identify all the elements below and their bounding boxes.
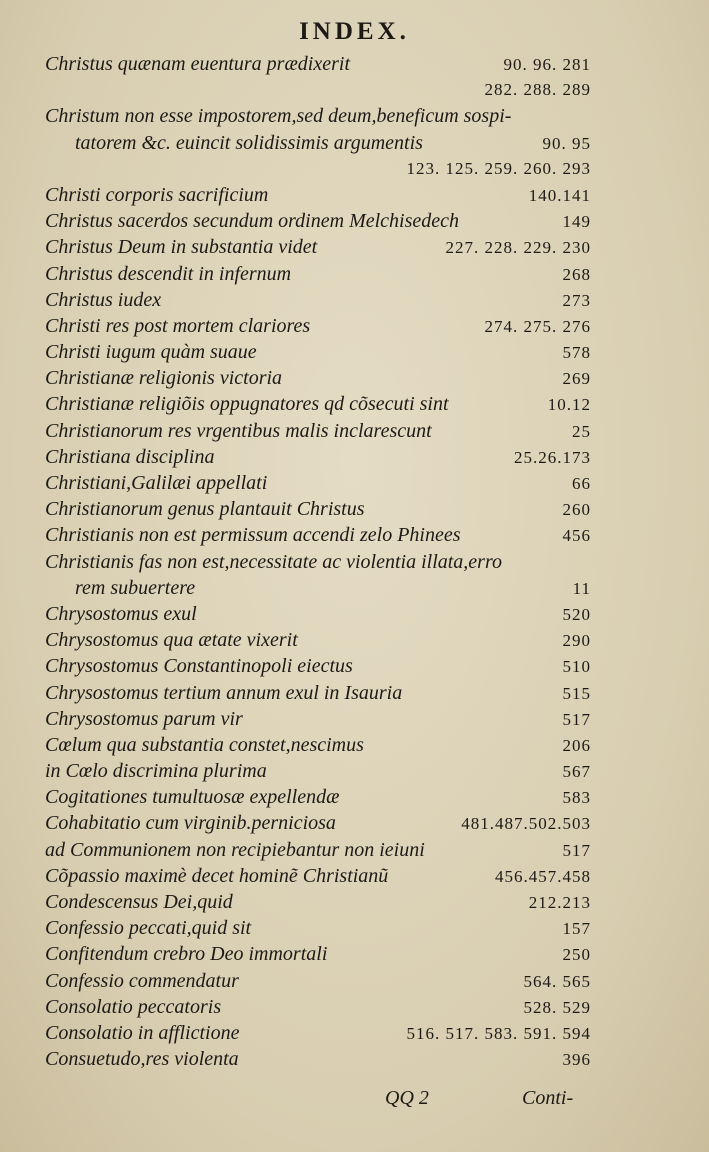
entry-pages: 10.12 — [547, 395, 591, 415]
index-entry — [45, 1046, 591, 1072]
index-entry — [45, 365, 591, 391]
entry-pages: 90. 95 — [542, 133, 591, 153]
entry-text: Christiani,Galilæi appellati — [45, 472, 268, 494]
entry-text: Chrysostomus qua ætate vixerit — [45, 629, 298, 652]
entry-pages: 212.213 — [528, 893, 591, 912]
index-entry — [45, 391, 591, 417]
entry-text: Christianorum res vrgentibus malis inclarescunt — [45, 419, 432, 442]
index-entry — [45, 444, 591, 470]
entry-pages: 11 — [572, 578, 591, 598]
entry-text: Chrysostomus parum vir — [45, 707, 243, 730]
entry-text: Confitendum crebro Deo immortali — [45, 943, 328, 966]
entry-text: Christianorum genus plantauit Christus — [45, 498, 365, 521]
index-entry — [45, 182, 591, 208]
entry-text: Christus quænam euentura prædixerit — [45, 53, 351, 75]
entry-text: Christi res post mortem clariores — [45, 314, 311, 337]
index-entry — [45, 287, 591, 313]
entry-pages: 250 — [562, 945, 591, 965]
entry-text: Christi iugum quàm suaue — [45, 341, 257, 364]
entry-text: Christi corporis sacrificium — [45, 183, 269, 206]
entry-text: Cõpassio maximè decet hominẽ Christianũ — [45, 864, 389, 887]
entry-text: Christianis fas non est,necessitate ac violentia illata,erro — [45, 550, 503, 573]
entry-pages: 567 — [562, 762, 591, 782]
entry-text: ad Communionem non recipiebantur non ieiuni — [45, 838, 425, 861]
index-entry — [45, 706, 591, 732]
entry-pages: 564. 565 — [523, 971, 591, 991]
page-header: INDEX. — [299, 18, 410, 45]
entry-text: Christianæ religiõis oppugnatores qd cõsecuti sint — [45, 393, 449, 416]
entry-text: Cœlum qua substantia constet,nescimus — [45, 733, 364, 756]
index-entry — [45, 601, 591, 627]
entry-text: Christianæ religionis victoria — [45, 367, 283, 390]
index-entry — [45, 627, 591, 653]
index-entry — [45, 313, 591, 339]
entry-text: Chrysostomus Constantinopoli eiectus — [45, 655, 353, 678]
entry-text: Christus descendit in infernum — [45, 262, 292, 285]
entry-text: Christianis non est permissum accendi zelo Phinees — [45, 524, 461, 547]
entry-text: Christiana disciplina — [45, 445, 215, 468]
entry-pages: 140.141 — [528, 185, 591, 205]
index-entry — [45, 732, 591, 758]
index-entry — [45, 941, 591, 967]
entry-pages: 583 — [562, 788, 591, 808]
entry-text: Cohabitatio cum virginib.perniciosa — [45, 812, 336, 835]
index-entry — [45, 889, 591, 915]
entry-text: Confessio peccati,quid sit — [45, 917, 252, 940]
entry-pages: 516. 517. 583. 591. 594 — [406, 1023, 591, 1043]
entry-pages: 282. 288. 289 — [484, 80, 591, 100]
entry-pages: 206 — [562, 735, 591, 755]
entry-text: Chrysostomus tertium annum exul in Isauria — [45, 681, 403, 704]
entry-pages: 517 — [562, 709, 591, 729]
entry-pages: 123. 125. 259. 260. 293 — [406, 158, 591, 178]
entry-pages: 149 — [562, 212, 591, 232]
entry-text: Confessio commendatur — [45, 969, 239, 992]
index-entry — [45, 680, 591, 706]
index-entry — [45, 77, 591, 103]
entry-text: in Cœlo discrimina plurima — [45, 760, 267, 783]
entry-pages: 456.457.458 — [495, 866, 591, 886]
index-entry — [45, 156, 591, 182]
catchword: Conti- — [522, 1087, 574, 1109]
entry-pages: 510 — [562, 657, 591, 677]
entry-text: rem subuertere — [75, 576, 196, 599]
entry-pages: 396 — [562, 1050, 591, 1070]
index-entry — [45, 994, 591, 1020]
entry-pages: 515 — [562, 683, 591, 703]
index-entry — [45, 758, 591, 784]
index-entry — [45, 261, 591, 287]
entry-pages: 528. 529 — [523, 997, 591, 1017]
index-entry — [45, 339, 591, 365]
entry-text: Christus Deum in substantia videt — [45, 236, 318, 259]
index-entry — [45, 653, 591, 679]
index-entry — [45, 418, 591, 444]
entry-pages: 260 — [562, 500, 591, 520]
entry-pages: 274. 275. 276 — [484, 316, 591, 336]
entry-text: Condescensus Dei,quid — [45, 891, 233, 913]
entry-text: Cogitationes tumultuosæ expellendæ — [45, 786, 340, 809]
entry-text: Christus sacerdos secundum ordinem Melchisedech — [45, 210, 460, 233]
entry-pages: 273 — [562, 290, 591, 310]
entry-pages: 520 — [562, 604, 591, 624]
entry-text: Christum non esse impostorem,sed deum,beneficum sospi- — [45, 105, 512, 128]
entry-pages: 517 — [562, 840, 591, 860]
index-entry — [45, 208, 591, 234]
entry-pages: 157 — [562, 919, 591, 939]
index-entry — [45, 103, 591, 129]
entry-pages: 269 — [562, 369, 591, 389]
index-entry — [45, 51, 591, 77]
index-entry — [45, 784, 591, 810]
entry-pages: 227. 228. 229. 230 — [445, 238, 591, 258]
entry-pages: 90. 96. 281 — [503, 55, 591, 74]
entry-text: tatorem &c. euincit solidissimis argumentis — [75, 131, 423, 154]
index-entry — [45, 496, 591, 522]
entry-text: Christus iudex — [45, 288, 162, 311]
index-entry — [45, 837, 591, 863]
entry-text: Consolatio in afflictione — [45, 1021, 240, 1044]
entry-pages: 290 — [562, 631, 591, 651]
index-entry — [45, 915, 591, 941]
entry-pages: 578 — [562, 343, 591, 363]
index-entry — [45, 549, 591, 575]
index-entry — [45, 575, 591, 601]
entry-pages: 66 — [572, 474, 591, 493]
index-entry — [45, 863, 591, 889]
entry-pages: 268 — [562, 264, 591, 284]
index-entry — [45, 470, 591, 496]
entry-text: Consolatio peccatoris — [45, 995, 222, 1018]
entry-pages: 25.26.173 — [514, 447, 591, 467]
entry-pages: 481.487.502.503 — [461, 814, 591, 834]
index-entry — [45, 234, 591, 260]
index-entry — [45, 130, 591, 156]
entry-text: Consuetudo,res violenta — [45, 1048, 239, 1071]
signature-mark: QQ 2 — [385, 1087, 429, 1109]
entry-pages: 456 — [562, 526, 591, 546]
entry-pages: 25 — [572, 421, 591, 441]
index-entries — [45, 51, 591, 1072]
index-entry — [45, 968, 591, 994]
index-entry — [45, 522, 591, 548]
index-entry — [45, 1020, 591, 1046]
entry-text: Chrysostomus exul — [45, 602, 197, 625]
index-entry — [45, 810, 591, 836]
